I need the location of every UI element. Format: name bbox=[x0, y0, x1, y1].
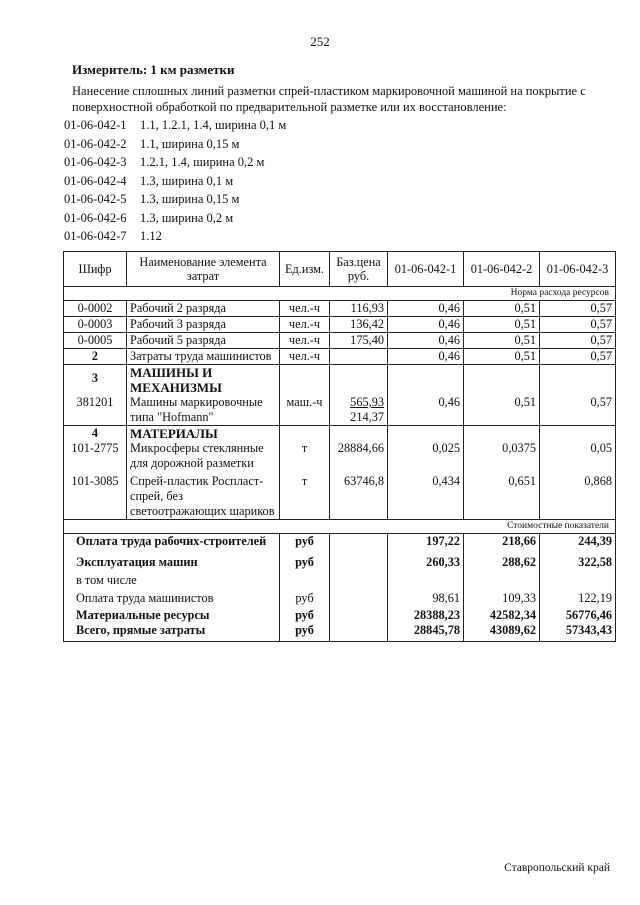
cost-row bbox=[64, 534, 616, 550]
cell-unit: чел.-ч bbox=[280, 349, 330, 365]
cost-value: 218,66 bbox=[464, 534, 540, 550]
cell-value: 0,46 bbox=[388, 301, 464, 317]
table-row bbox=[64, 317, 616, 333]
cell-name: Рабочий 2 разряда bbox=[127, 301, 280, 317]
cost-row bbox=[64, 549, 616, 570]
cost-unit: руб bbox=[280, 588, 330, 606]
cost-value: 57343,43 bbox=[540, 623, 616, 642]
section-code: 3 bbox=[91, 371, 99, 385]
header-cell: 01-06-042-3 bbox=[540, 252, 616, 287]
table-row bbox=[64, 333, 616, 349]
cost-row bbox=[64, 606, 616, 623]
cost-unit bbox=[280, 570, 330, 588]
cell-unit: маш.-ч bbox=[286, 395, 323, 409]
meter-heading: Измеритель: 1 км разметки bbox=[72, 62, 235, 77]
cell-value: 0,51 bbox=[464, 317, 540, 333]
code-item bbox=[64, 153, 286, 172]
cell-value: 0,434 bbox=[432, 474, 460, 488]
code-list bbox=[64, 116, 286, 246]
cost-unit: руб bbox=[280, 606, 330, 623]
cost-label-row bbox=[64, 520, 616, 534]
section-title: МАТЕРИАЛЫ bbox=[130, 426, 218, 441]
cell-value: 0,025 bbox=[432, 441, 460, 455]
table-row bbox=[64, 349, 616, 365]
material-cell-price bbox=[330, 426, 388, 520]
section-title: МАШИНЫ И МЕХАНИЗМЫ bbox=[130, 365, 222, 395]
cost-row bbox=[64, 623, 616, 642]
cell-price: 28884,66 bbox=[337, 441, 384, 455]
material-cell-name bbox=[127, 426, 280, 520]
code: 01-06-042-3 bbox=[64, 155, 127, 169]
cell-name: Машины маркировочные типа "Hofmann" bbox=[130, 395, 263, 424]
cell-price: 63746,8 bbox=[344, 474, 384, 488]
resource-table bbox=[63, 251, 616, 642]
header-cell: Наименование элемента затрат bbox=[127, 252, 280, 287]
header-cell: Баз.цена руб. bbox=[330, 252, 388, 287]
cost-value: 98,61 bbox=[388, 588, 464, 606]
cell-value: 0,05 bbox=[590, 441, 612, 455]
material-cell-value bbox=[540, 426, 616, 520]
footer-region: Ставропольский край bbox=[504, 862, 610, 874]
cell-code: 101-2775 bbox=[71, 441, 119, 455]
cost-value bbox=[464, 570, 540, 588]
code-desc: 1.3, ширина 0,1 м bbox=[140, 173, 234, 188]
code-item bbox=[64, 227, 286, 246]
cost-label: Стоимостные показатели bbox=[64, 520, 616, 534]
machine-cell-value bbox=[540, 365, 616, 426]
table-header-row bbox=[64, 252, 616, 287]
cost-value: 244,39 bbox=[540, 534, 616, 550]
cell-price: 175,40 bbox=[330, 333, 388, 349]
cell-price bbox=[330, 349, 388, 365]
cell-code: 381201 bbox=[76, 395, 114, 409]
cost-price bbox=[330, 606, 388, 623]
machine-cell-value bbox=[464, 365, 540, 426]
section-machines bbox=[64, 365, 616, 426]
code-item bbox=[64, 116, 286, 135]
section-code: 4 bbox=[91, 426, 99, 440]
cell-value: 0,46 bbox=[388, 349, 464, 365]
cell-value: 0,51 bbox=[464, 333, 540, 349]
cell-value: 0,51 bbox=[464, 301, 540, 317]
price-bottom: 214,37 bbox=[350, 410, 384, 424]
cost-value: 43089,62 bbox=[464, 623, 540, 642]
cell-name: Спрей-пластик Роспласт-спрей, без светоотражающих шариков bbox=[130, 474, 275, 518]
cost-value: 288,62 bbox=[464, 549, 540, 570]
page-number: 252 bbox=[310, 34, 330, 49]
cost-value: 260,33 bbox=[388, 549, 464, 570]
cost-value: 109,33 bbox=[464, 588, 540, 606]
machine-cell-value bbox=[388, 365, 464, 426]
code-item bbox=[64, 135, 286, 154]
machine-cell-code bbox=[64, 365, 127, 426]
cell-value: 0,57 bbox=[540, 301, 616, 317]
header-cell: 01-06-042-2 bbox=[464, 252, 540, 287]
cost-value: 28845,78 bbox=[388, 623, 464, 642]
cost-value: 197,22 bbox=[388, 534, 464, 550]
cost-price bbox=[330, 623, 388, 642]
code-item bbox=[64, 209, 286, 228]
material-cell-value bbox=[464, 426, 540, 520]
cost-price bbox=[330, 549, 388, 570]
cost-name: Материальные ресурсы bbox=[64, 606, 280, 623]
code: 01-06-042-6 bbox=[64, 210, 127, 225]
code-desc: 1.2.1, 1.4, ширина 0,2 м bbox=[140, 155, 265, 169]
cost-unit: руб bbox=[280, 534, 330, 550]
cell-code: 2 bbox=[64, 349, 127, 365]
cell-code: 0-0003 bbox=[64, 317, 127, 333]
cell-price: 116,93 bbox=[330, 301, 388, 317]
cost-name: в том числе bbox=[64, 570, 280, 588]
cell-unit: чел.-ч bbox=[280, 317, 330, 333]
code-desc: 1.3, ширина 0,15 м bbox=[140, 192, 240, 206]
cell-value: 0,868 bbox=[584, 474, 612, 488]
cell-name: Рабочий 3 разряда bbox=[127, 317, 280, 333]
machine-cell-price bbox=[330, 365, 388, 426]
header-cell: 01-06-042-1 bbox=[388, 252, 464, 287]
cell-unit: чел.-ч bbox=[280, 333, 330, 349]
intro-text: Нанесение сплошных линий разметки спрей-пластиком маркировочной машиной на покрытие с поверхностной обработкой по предварительной разметке или их восстановление: bbox=[72, 84, 586, 114]
cell-value: 0,0375 bbox=[502, 441, 536, 455]
code: 01-06-042-5 bbox=[64, 192, 127, 206]
cell-unit: чел.-ч bbox=[280, 301, 330, 317]
material-cell-code bbox=[64, 426, 127, 520]
cost-value: 42582,34 bbox=[464, 606, 540, 623]
code-desc: 1.1, ширина 0,15 м bbox=[140, 136, 240, 151]
material-cell-unit bbox=[280, 426, 330, 520]
norm-label-row bbox=[64, 287, 616, 301]
cost-price bbox=[330, 534, 388, 550]
cell-value: 0,46 bbox=[438, 395, 460, 409]
code: 01-06-042-7 bbox=[64, 229, 127, 243]
cost-name: Эксплуатация машин bbox=[64, 549, 280, 570]
cell-value: 0,46 bbox=[388, 317, 464, 333]
cost-name: Оплата труда машинистов bbox=[64, 588, 280, 606]
cell-value: 0,57 bbox=[540, 333, 616, 349]
cell-value: 0,57 bbox=[540, 317, 616, 333]
cost-name: Всего, прямые затраты bbox=[64, 623, 280, 642]
machine-cell-unit bbox=[280, 365, 330, 426]
material-cell-value bbox=[388, 426, 464, 520]
header-cell: Ед.изм. bbox=[280, 252, 330, 287]
norm-label: Норма расхода ресурсов bbox=[64, 287, 616, 301]
cell-value: 0,51 bbox=[464, 349, 540, 365]
header-cell: Шифр bbox=[64, 252, 127, 287]
cost-price bbox=[330, 570, 388, 588]
cell-code: 0-0005 bbox=[64, 333, 127, 349]
code-desc: 1.3, ширина 0,2 м bbox=[140, 210, 234, 225]
cost-name: Оплата труда рабочих-строителей bbox=[64, 534, 280, 550]
section-materials bbox=[64, 426, 616, 520]
cell-value: 0,651 bbox=[508, 474, 536, 488]
cost-value: 322,58 bbox=[540, 549, 616, 570]
cost-price bbox=[330, 588, 388, 606]
cost-value bbox=[540, 570, 616, 588]
cost-unit: руб bbox=[280, 623, 330, 642]
cell-value: 0,46 bbox=[388, 333, 464, 349]
code: 01-06-042-4 bbox=[64, 173, 127, 188]
cell-unit: т bbox=[301, 474, 308, 488]
code: 01-06-042-2 bbox=[64, 136, 127, 151]
cell-unit: т bbox=[301, 441, 308, 455]
cost-row bbox=[64, 588, 616, 606]
code-desc: 1.12 bbox=[140, 229, 162, 243]
code-item bbox=[64, 190, 286, 209]
cell-value: 0,51 bbox=[514, 395, 536, 409]
cell-name: Рабочий 5 разряда bbox=[127, 333, 280, 349]
cost-value: 28388,23 bbox=[388, 606, 464, 623]
machine-cell-name bbox=[127, 365, 280, 426]
cell-name: Микросферы стеклянные для дорожной разметки bbox=[130, 441, 264, 470]
table-row bbox=[64, 301, 616, 317]
cell-code: 0-0002 bbox=[64, 301, 127, 317]
cost-value: 56776,46 bbox=[540, 606, 616, 623]
cost-unit: руб bbox=[280, 549, 330, 570]
cell-code: 101-3085 bbox=[71, 474, 119, 488]
cost-value bbox=[388, 570, 464, 588]
code-desc: 1.1, 1.2.1, 1.4, ширина 0,1 м bbox=[140, 118, 287, 132]
cell-price: 136,42 bbox=[330, 317, 388, 333]
cell-value: 0,57 bbox=[540, 349, 616, 365]
code: 01-06-042-1 bbox=[64, 118, 127, 132]
price-top: 565,93 bbox=[350, 395, 384, 409]
cost-row bbox=[64, 570, 616, 588]
cost-value: 122,19 bbox=[540, 588, 616, 606]
code-item bbox=[64, 172, 286, 191]
cell-value: 0,57 bbox=[590, 395, 612, 409]
cell-name: Затраты труда машинистов bbox=[127, 349, 280, 365]
